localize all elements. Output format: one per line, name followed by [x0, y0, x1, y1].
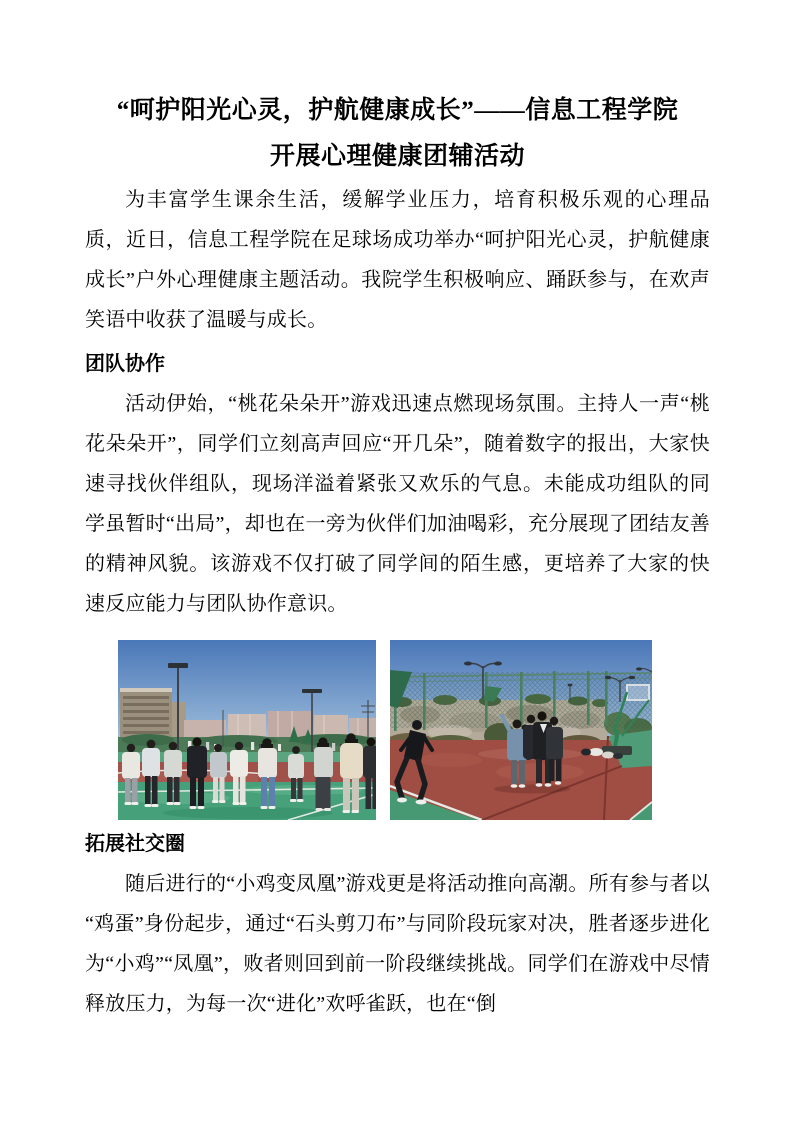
document-content: [85, 88, 710, 1024]
document-title: [85, 88, 710, 180]
activity-photo-court-group: [390, 640, 652, 820]
teamwork-paragraph: 活动伊始，“桃花朵朵开”游戏迅速点燃现场氛围。主持人一声“桃花朵朵开”，同学们立刻高声回应“开几朵”，随着数字的报出，大家快速寻找伙伴组队，现场洋溢着紧张又欢乐的气息。未能成功组队的同学虽暂时“出局”，却也在一旁为伙伴们加油喝彩，充分展现了团结友善的精神风貌。该游戏不仅打破了同学间的陌生感，更培养了大家的快速反应能力与团队协作意识。: [85, 393, 710, 615]
photo2-fence: [390, 670, 652, 731]
title-line-1: “呵护阳光心灵，护航健康成长”——信息工程学院: [116, 97, 679, 124]
section-heading-social-circle: 拓展社交圈: [85, 833, 185, 855]
section-heading-teamwork: 团队协作: [85, 353, 165, 375]
title-line-2: 开展心理健康团辅活动: [269, 143, 525, 170]
intro-paragraph: 为丰富学生课余生活，缓解学业压力，培育积极乐观的心理品质，近日，信息工程学院在足球场成功举办“呵护阳光心灵，护航健康成长”户外心理健康主题活动。我院学生积极响应、踊跃参与，在欢声笑语中收获了温暖与成长。: [85, 189, 710, 331]
social-circle-paragraph: 随后进行的“小鸡变凤凰”游戏更是将活动推向高潮。所有参与者以“鸡蛋”身份起步，通过“石头剪刀布”与同阶段玩家对决，胜者逐步进化为“小鸡”“凤凰”，败者则回到前一阶段继续挑战。同学们在游戏中尽情释放压力，为每一次“进化”欢呼雀跃，也在“倒: [85, 873, 710, 1015]
activity-photo-court-lineup: [118, 640, 376, 820]
photo-row: [118, 640, 710, 820]
